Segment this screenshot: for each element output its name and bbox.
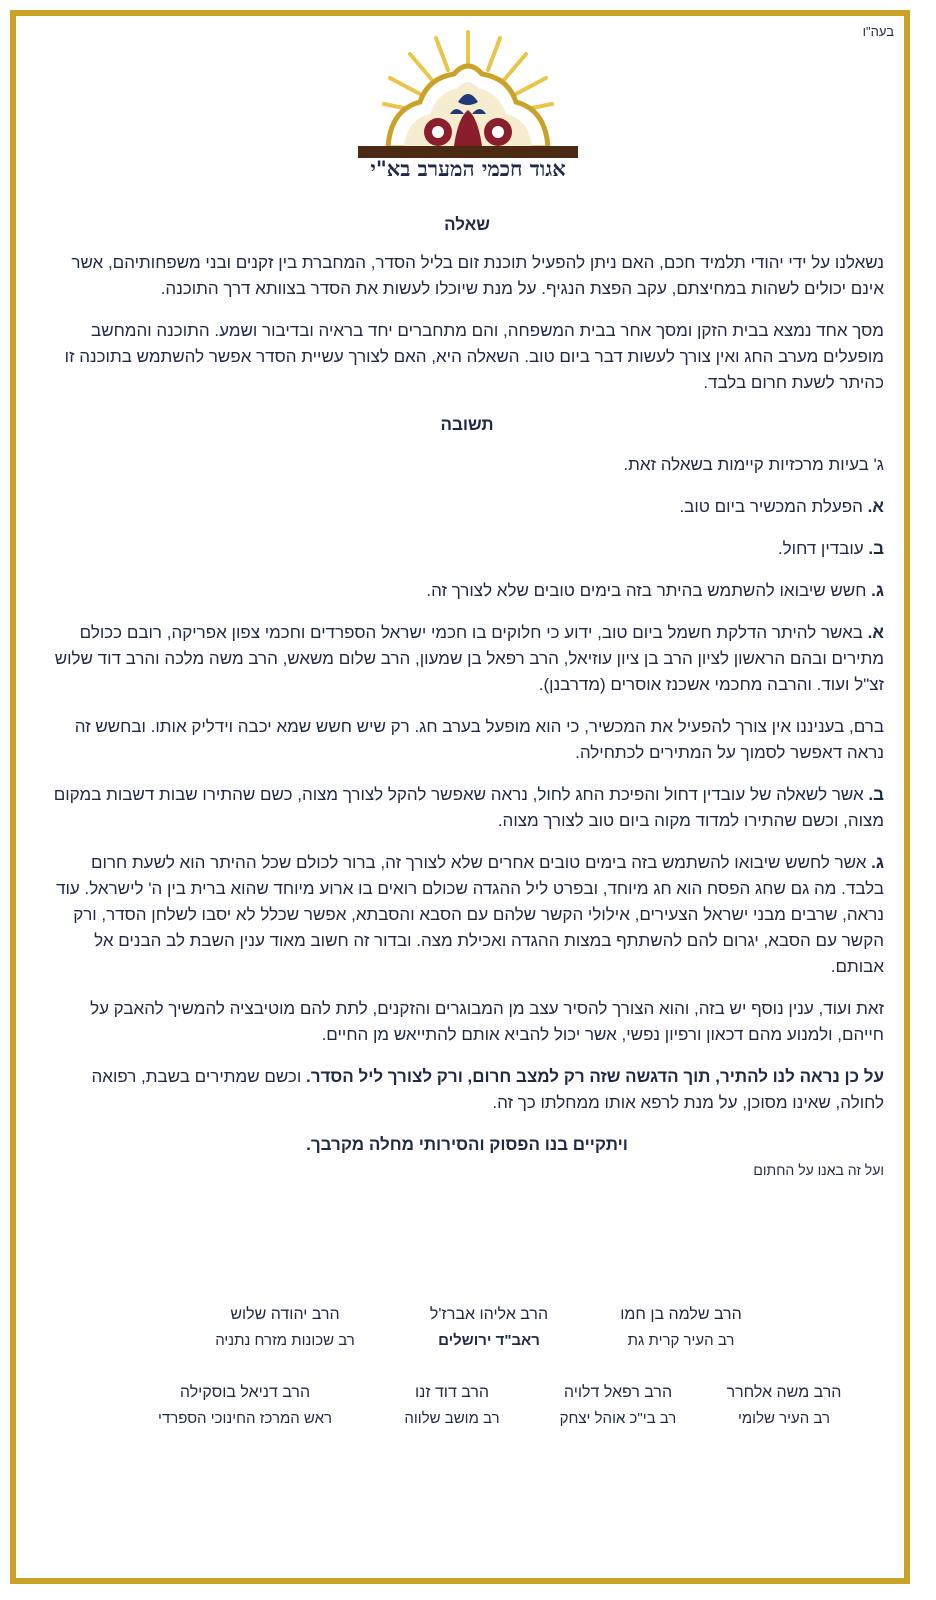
signatory-name: הרב רפאל דלויה [563,1384,673,1401]
signatory-name: הרב יהודה שלוש [230,1306,340,1323]
list-text: עובדין דחול. [777,539,869,558]
list-item [50,494,884,520]
list-text: הפעלת המכשיר ביום טוב. [679,497,868,516]
list-letter: ג. [871,581,884,600]
answer-heading: תשובה [440,415,494,434]
list-letter: ב. [868,539,884,558]
logo [358,28,578,188]
signatory [404,1302,574,1354]
signatory-title: רב שכונות מזרח נתניה [215,1332,355,1349]
question-heading: שאלה [444,215,490,234]
signatory-name: הרב אליהו אברז'ל [429,1306,549,1323]
bet-paragraph [50,782,884,834]
signatory-name: הרב דוד זנו [414,1384,490,1401]
signatory-title: רב מושב שלווה [404,1410,500,1427]
list-item [50,536,884,562]
conclusion-rest: וכשם שמתירים בשבת, רפואה לחולה, שאינו מסוכן, על מנת לרפא אותו ממחלתו כך זה. [91,1067,884,1112]
list-text: חשש שיבואו להשתמש בהיתר בזה בימים טובים שלא לצורך זה. [426,581,872,600]
signatory [190,1302,380,1354]
signatory-title: ראב"ד ירושלים [438,1332,540,1349]
document-body [50,212,884,1180]
signatory-title: רב העיר שלומי [737,1410,830,1427]
gimel-text: אשר לחשש שיבואו להשתמש בזה בימים טובים אחרים שלא לצורך זה, ברור לכולם שכל ההיתר הוא לשעת חרום בלבד. מה גם שחג הפסח הוא חג מיוחד, ובפרט ליל ההגדה שכולם רואים בו ארוע מיוחד שהוא ברית בין ה' לישראל. עוד נראה, שרבים מבני ישראל הצעירים, אילולי הקשר שלהם עם הסבא והסבתא, אפשר שכלל לא יסבו לשלחן הסדר, ורק הקשר עם הסבא, יגרום להם להשתתף במצות ההגדה ואכילת מצה. ובדור זה חשוב מאוד ענין השבת לב הבנים אל אבותם. [56,853,884,976]
gimel-paragraph [50,850,884,980]
corner-note: בעה"ו [862,24,894,39]
logo-emblem-icon [358,28,578,158]
alef-letter: א. [867,623,884,642]
signatory-name: הרב דניאל בוסקילה [179,1384,311,1401]
gimel-letter: ג. [871,853,884,872]
signatory-name: הרב משה אלחרר [726,1384,842,1401]
signatory [374,1380,530,1432]
list-letter: א. [867,497,884,516]
list-item [50,578,884,604]
signatory-title: רב בי"כ אוהל יצחק [559,1410,677,1427]
blessing: ויתקיים בנו הפסוק והסירותי מחלה מקרבך. [306,1135,628,1154]
signatory-name: הרב שלמה בן חמו [620,1306,742,1323]
conclusion-paragraph [50,1064,884,1116]
bet-text: אשר לשאלה של עובדין דחול והפיכת החג לחול, נראה שאפשר להקל לצורך מצוה, כשם שהתירו שבות דשבות במקום מצוה, וכשם שהתירו למדוד מקוה ביום טוב לצורך מצוה. [53,785,884,830]
alef-paragraph [50,620,884,698]
question-paragraph-1: נשאלנו על ידי יהודי תלמיד חכם, האם ניתן להפעיל תוכנת זום בליל הסדר, המחברת בין זקנים ובני משפחותיהם, אשר אינם יכולים לשהות במחיצתם, עקב הפצת הנגיף. על מנת שיוכלו לעשות את הסדר בצוותא דרך התוכנה. [71,253,884,298]
answer-intro: ג' בעיות מרכזיות קיימות בשאלה זאת. [623,455,884,474]
signatory-title: ראש המרכז החינוכי הספרדי [157,1410,333,1427]
also-paragraph: זאת ועוד, ענין נוסף יש בזה, והוא הצורך להסיר עצב מן המבוגרים והזקנים, לתת להם מוטיבציה להמשיך להאבק על חייהם, ולמנוע מהם דכאון ורפיון נפשי, אשר יכול להביא אותם להתייאש מן החיים. [90,999,884,1044]
signatory [596,1302,766,1354]
logo-text: אגוד חכמי המערב בא"י [370,156,566,181]
signatory [704,1380,864,1432]
signatory-title: רב העיר קרית גת [627,1332,735,1349]
signatory [130,1380,360,1432]
alef-text: באשר להיתר הדלקת חשמל ביום טוב, ידוע כי חלוקים בו חכמי ישראל הספרדים וחכמי צפון אפריקה, רובם ככולם מתירים ובהם הראשון לציון הרב בן ציון עוזיאל, הרב רפאל בן שמעון, הרב שלום משאש, הרב משה מלכה והרב דוד שלוש זצ"ל ועוד. והרבה מחכמי אשכנז אוסרים (מדרבנן). [54,623,884,694]
alef-paragraph-2: ברם, בעניננו אין צורך להפעיל את המכשיר, כי הוא מופעל בערב חג. רק שיש חשש שמא יכבה וידליק אותו. ובחשש זה נראה דאפשר לסמוך על המתירים לכתחילה. [74,717,884,762]
conclusion-bold: על כן נראה לנו להתיר, תוך הדגשה שזה רק למצב חרום, ורק לצורך ליל הסדר. [305,1067,884,1086]
signatory [538,1380,698,1432]
signing-note: ועל זה באנו על החתום [753,1162,884,1178]
bet-letter: ב. [868,785,884,804]
question-paragraph-2: מסך אחד נמצא בבית הזקן ומסך אחר בבית המשפחה, והם מתחברים יחד בראיה ובדיבור ושמע. התוכנה והמחשב מופעלים מערב החג ואין צורך לעשות דבר ביום טוב. השאלה היא, האם לצורך עשיית הסדר אפשר להשתמש בתוכנה זו כהיתר לשעת חרום בלבד. [64,321,884,392]
